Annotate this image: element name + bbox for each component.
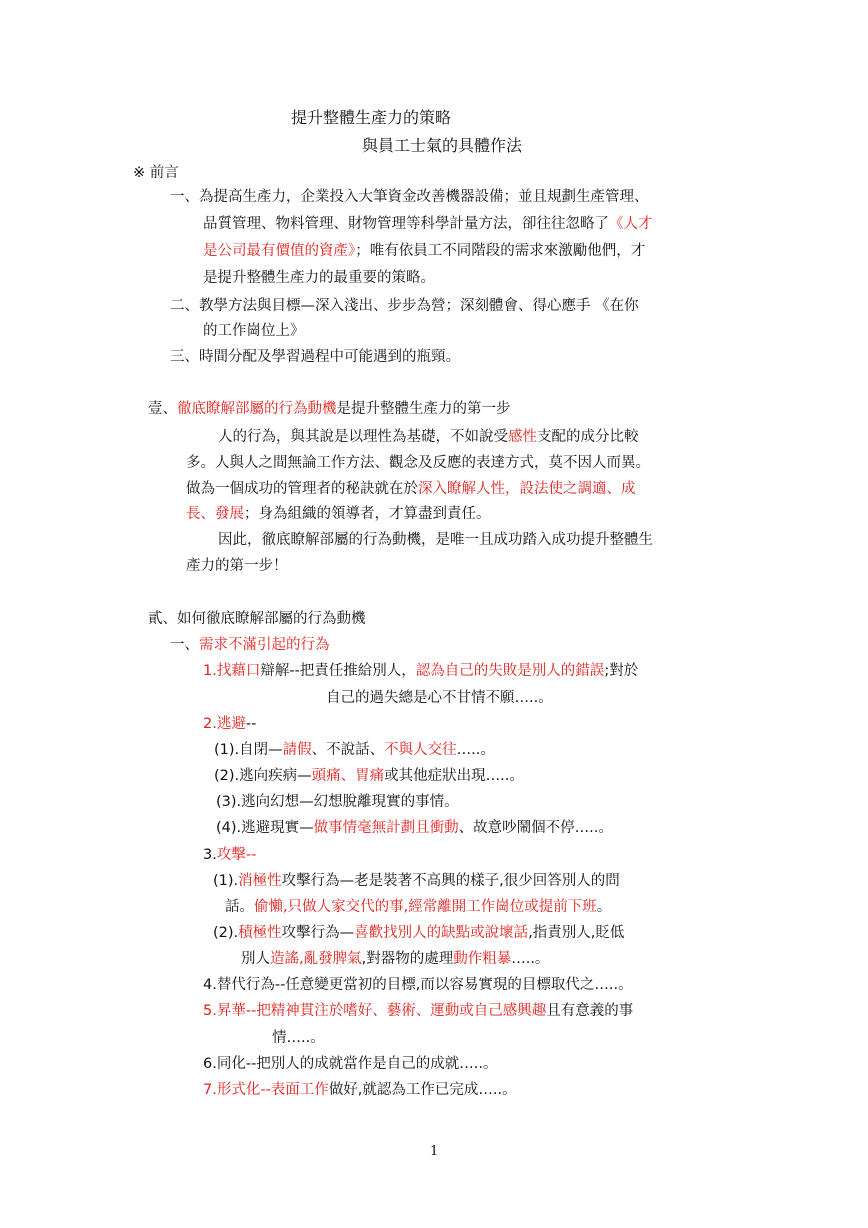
highlight-span: 喜歡找別人的缺點或說壞話 [354,925,529,941]
text-span: ；身為組織的領導者，才算盡到責任。 [244,506,491,522]
text-span: 攻擊行為— [281,925,355,941]
highlight-span: 認為自己的失敗是別人的錯誤 [415,663,605,679]
highlight-span: 5.昇華-- [203,1003,257,1019]
item-2-sub-2 [214,766,524,786]
highlight-span: 偷懶,只做人家交代的事,經常離開工作崗位或提前下班 [254,899,597,915]
text-span: 支配的成分比較 [537,429,639,445]
highlight-span: 做事情毫無計劃且衝動 [313,820,459,836]
text-span: ；唯有依員工不同階段的需求來激勵他們，才 [355,243,646,259]
preface-item-1-line-1: 一、為提高生產力，企業投入大筆資金改善機器設備；並且規劃生產管理、 [170,189,649,205]
item-6: 6.同化--把別人的成就當作是自己的成就…..。 [203,1056,498,1072]
item-4: 4.替代行為--任意變更當初的目標,而以容易實現的目標取代之…..。 [203,977,633,993]
item-3-sub-2-line-1 [213,923,624,943]
highlight-span: 積極性 [238,925,282,941]
highlight-span: 2.逃避 [203,716,246,732]
section-1-para-1-line-3 [186,479,636,499]
item-3-heading [203,845,256,865]
highlight-span: 造謠,亂發脾氣 [270,951,362,967]
text-span: 辯解--把責任推給別人， [260,663,416,679]
text-span: 攻擊行為—老是裝著不高興的樣子,很少回答別人的問 [281,873,620,889]
section-1-para-1-line-4 [186,504,491,524]
preface-item-2-line-1: 二、教學方法與目標—深入淺出、步步為營；深刻體會、得心應手 《在你 [170,298,639,314]
text-span: 人的行為，與其說是以理性為基礎，不如說受 [218,429,508,445]
highlight-span: 深入瞭解人性，設法使之調適、成 [418,481,636,497]
highlight-span: 徹底瞭解部屬的行為動機 [177,401,337,417]
text-span: (2). [213,925,239,941]
item-3-sub-1-line-2 [225,897,611,917]
text-span: …..。 [456,742,495,758]
preface-item-1-line-2 [203,214,653,234]
item-2-sub-1 [214,740,495,760]
text-span: 且有意義的事 [546,1003,634,1019]
highlight-span: 攻擊 [216,847,246,863]
text-span: ;對於 [604,663,639,679]
text-span: (4).逃避現實— [216,820,314,836]
title-line-2: 與員工士氣的具體作法 [362,136,523,155]
highlight-span: 《人才 [609,216,653,232]
highlight-span: 7. [203,1082,217,1098]
text-span: (1).自閉— [214,742,283,758]
item-7 [203,1080,517,1100]
highlight-span: 需求不滿引起的行為 [199,637,330,653]
text-span: …..。 [511,951,550,967]
text-span: 做好,就認為工作已完成…..。 [328,1082,517,1098]
preface-heading: ※ 前言 [133,165,179,181]
item-3-sub-2-line-2 [241,949,549,969]
text-span: 做為一個成功的管理者的秘訣就在於 [186,481,418,497]
highlight-span: 消極性 [238,873,282,889]
item-3-sub-1-line-1 [213,871,620,891]
text-span: -- [245,716,257,732]
section-1-para-2-line-1: 因此，徹底瞭解部屬的行為動機，是唯一且成功踏入成功提升整體生 [218,532,653,548]
preface-item-1-line-4: 是提升整體生產力的最重要的策略。 [203,270,435,286]
text-span: ,指責別人,貶低 [528,925,625,941]
highlight-span: 形式化--表面工作 [216,1082,329,1098]
highlight-span: 動作粗暴 [453,951,512,967]
text-span: 是提升整體生產力的第一步 [336,401,511,417]
section-1-para-1-line-1 [218,427,639,447]
text-span: 話。 [225,899,254,915]
text-span: 或其他症狀出現…..。 [384,768,524,784]
item-2-heading [203,714,256,734]
page-number: 1 [430,1144,439,1159]
item-1-line-2: 自己的過失總是心不甘情不願…..。 [326,690,553,706]
highlight-span: 1.找藉口 [203,663,261,679]
section-2-heading: 貳、如何徹底瞭解部屬的行為動機 [148,611,366,627]
section-1-para-2-line-2: 產力的第一步！ [186,558,288,574]
preface-item-3: 三、時間分配及學習過程中可能遇到的瓶頸。 [170,349,460,365]
section-1-para-1-line-2: 多。人與人之間無論工作方法、觀念及反應的表達方式，莫不因人而異。 [186,455,650,471]
highlight-span: 把精神貫注於嗜好、藝術、運動或自己感興趣 [256,1003,547,1019]
item-2-sub-4 [216,818,613,838]
preface-item-2-line-2: 的工作崗位上》 [203,323,305,339]
item-5-line-2: 情…..。 [272,1030,325,1046]
text-span: (2).逃向疾病— [214,768,312,784]
text-span: 、故意吵鬧個不停…..。 [458,820,613,836]
highlight-span: 是公司最有價值的資產》 [203,243,356,259]
text-span: 別人 [241,951,270,967]
item-1-line-1 [203,661,638,681]
preface-item-1-line-3 [203,241,645,261]
text-span: 一、 [170,637,199,653]
highlight-span: 頭痛、胃痛 [311,768,385,784]
text-span: 。 [596,899,612,915]
highlight-span: 請假 [282,742,312,758]
section-1-heading [148,399,511,419]
highlight-span: 感性 [508,429,537,445]
text-span: ,對器物的處理 [361,951,454,967]
text-span: 品質管理、物料管理、財物管理等科學計量方法，卻往往忽略了 [203,216,609,232]
item-2-sub-3: (3).逃向幻想—幻想脫離現實的事情。 [216,794,459,810]
text-span: 、不說話、 [311,742,385,758]
title-line-1: 提升整體生產力的策略 [291,108,452,127]
highlight-span: -- [245,847,257,863]
highlight-span: 不與人交往 [384,742,457,758]
text-span: 壹、 [148,401,177,417]
highlight-span: 長、發展 [186,506,244,522]
text-span: (1). [213,873,239,889]
item-5-line-1 [203,1001,633,1021]
section-2-subheading-1 [170,635,330,655]
text-span: 3. [203,847,217,863]
